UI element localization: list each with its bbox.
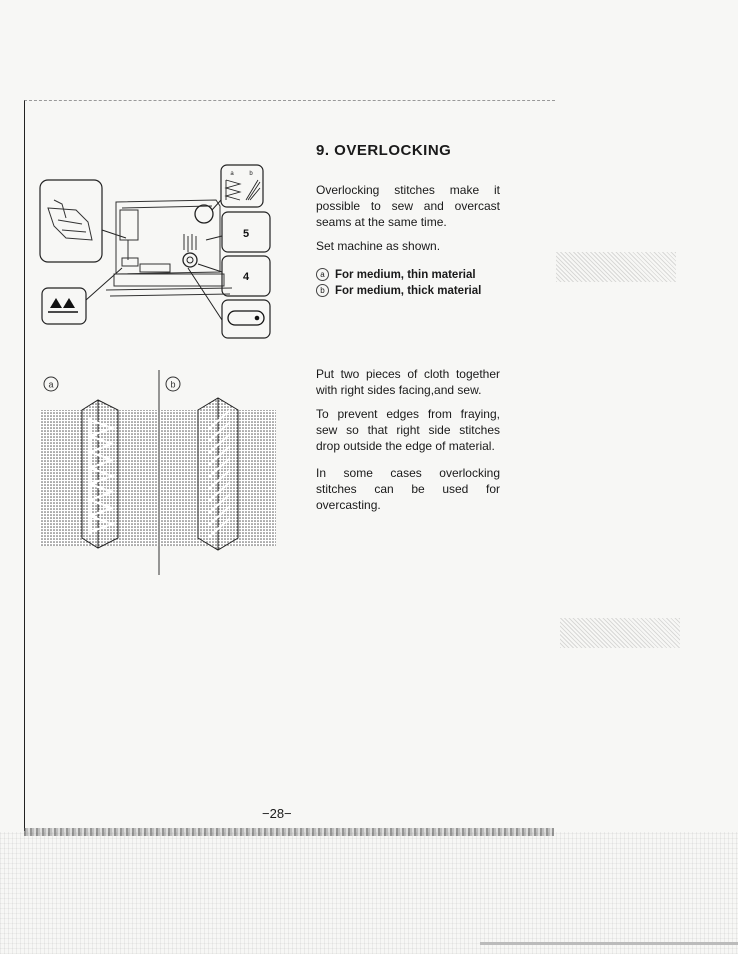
option-label-thin: For medium, thin material	[335, 268, 476, 281]
option-mark-a: a	[316, 268, 329, 281]
scan-artifact-bottom	[0, 832, 738, 954]
page-number: −28−	[262, 806, 292, 821]
seam-mark-b: b	[170, 379, 176, 390]
pattern-mark-b: b	[249, 171, 253, 177]
option-label-thick: For medium, thick material	[335, 284, 482, 297]
width-dial	[183, 253, 197, 267]
dial-setting-bottom: 4	[242, 271, 250, 283]
scan-artifact-right-middle	[560, 618, 680, 648]
scan-artifact-line	[480, 942, 738, 945]
setup-instruction: Set machine as shown.	[316, 239, 441, 253]
overlock-seam-illustration	[38, 370, 278, 575]
presser-foot-icon	[48, 200, 92, 240]
presser-foot-box	[40, 180, 102, 262]
overcasting-note: In some cases overlocking stitches can be used for overcasting.	[316, 466, 500, 512]
dial-setting-top: 5	[242, 228, 250, 240]
machine-setting-illustration	[36, 160, 286, 345]
scan-artifact-right-top	[556, 252, 676, 282]
fraying-instruction: To prevent edges from fraying, sew so that right side stitches drop outside the edge of material.	[316, 407, 500, 453]
option-thin-material	[316, 268, 476, 281]
feed-dog-icon	[48, 298, 78, 312]
sewing-instruction: Put two pieces of cloth together with right sides facing,and sew.	[316, 367, 500, 397]
option-mark-b: b	[316, 284, 329, 297]
pattern-mark-a: a	[230, 171, 234, 177]
seam-a	[40, 400, 158, 548]
zigzag-pattern-icon	[226, 180, 260, 200]
pattern-dial	[195, 205, 213, 223]
seam-mark-a: a	[48, 379, 54, 390]
section-title: 9. OVERLOCKING	[316, 142, 452, 159]
intro-paragraph: Overlocking stitches make it possible to sew and overcast seams at the same time.	[316, 183, 500, 229]
option-thick-material	[316, 284, 481, 297]
seam-b	[160, 398, 276, 550]
